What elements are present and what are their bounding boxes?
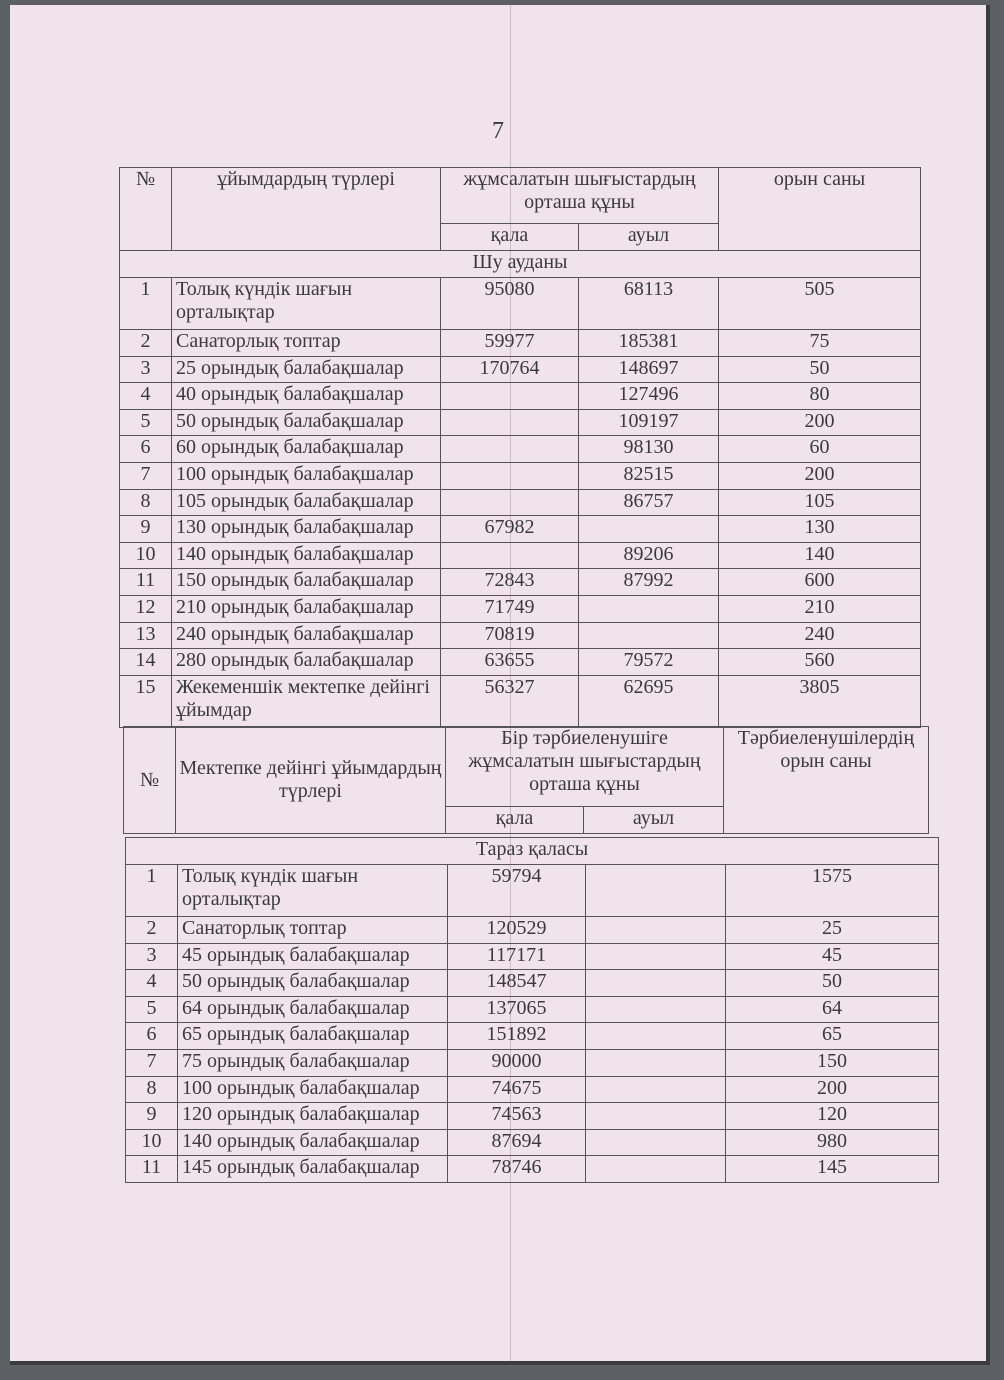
- row-places: 140: [719, 542, 921, 569]
- row-village-cost: 87992: [579, 569, 719, 596]
- row-places: 80: [719, 383, 921, 410]
- row-number: 1: [120, 278, 172, 330]
- header-places: орын саны: [719, 168, 921, 251]
- row-number: 9: [126, 1103, 178, 1130]
- row-village-cost: 82515: [579, 462, 719, 489]
- row-places: 560: [719, 649, 921, 676]
- row-places: 200: [726, 1076, 939, 1103]
- row-org-type: Санаторлық топтар: [172, 330, 441, 357]
- table-row: [120, 356, 921, 383]
- row-org-type: 130 орындық балабақшалар: [172, 516, 441, 543]
- row-city-cost: 137065: [448, 996, 586, 1023]
- row-village-cost: 89206: [579, 542, 719, 569]
- row-city-cost: 90000: [448, 1049, 586, 1076]
- row-city-cost: 71749: [441, 595, 579, 622]
- row-city-cost: [441, 436, 579, 463]
- row-number: 4: [126, 970, 178, 997]
- header-city: қала: [441, 224, 579, 251]
- row-city-cost: 63655: [441, 649, 579, 676]
- row-village-cost: [586, 970, 726, 997]
- row-org-type: 100 орындық балабақшалар: [178, 1076, 448, 1103]
- row-number: 6: [120, 436, 172, 463]
- row-places: 45: [726, 943, 939, 970]
- row-org-type: Толық күндік шағын орталықтар: [172, 278, 441, 330]
- row-village-cost: 68113: [579, 278, 719, 330]
- row-places: 200: [719, 462, 921, 489]
- row-places: 65: [726, 1023, 939, 1050]
- row-number: 4: [120, 383, 172, 410]
- row-number: 2: [120, 330, 172, 357]
- row-number: 1: [126, 865, 178, 917]
- row-village-cost: [586, 996, 726, 1023]
- row-city-cost: 148547: [448, 970, 586, 997]
- taraz-city-table: [125, 837, 939, 1183]
- header-avg-cost: Бір тәрбиеленушіге жұмсалатын шығыстардың орташа құны: [446, 727, 724, 807]
- row-org-type: 50 орындық балабақшалар: [172, 409, 441, 436]
- header-org-type: ұйымдардың түрлері: [172, 168, 441, 251]
- row-org-type: 75 орындық балабақшалар: [178, 1049, 448, 1076]
- row-village-cost: 98130: [579, 436, 719, 463]
- row-org-type: 150 орындық балабақшалар: [172, 569, 441, 596]
- table-row: [120, 649, 921, 676]
- row-village-cost: 185381: [579, 330, 719, 357]
- row-places: 50: [719, 356, 921, 383]
- row-places: 505: [719, 278, 921, 330]
- row-org-type: 45 орындық балабақшалар: [178, 943, 448, 970]
- shu-district-table: [119, 167, 921, 728]
- row-city-cost: 87694: [448, 1129, 586, 1156]
- table-row: [120, 436, 921, 463]
- table-row: [126, 1023, 939, 1050]
- row-places: 75: [719, 330, 921, 357]
- row-village-cost: 148697: [579, 356, 719, 383]
- section-title: Шу ауданы: [120, 251, 921, 278]
- row-village-cost: [586, 865, 726, 917]
- row-number: 15: [120, 675, 172, 727]
- row-city-cost: 117171: [448, 943, 586, 970]
- table-body: [126, 865, 939, 1183]
- row-places: 150: [726, 1049, 939, 1076]
- table-row: [120, 489, 921, 516]
- row-village-cost: [586, 1076, 726, 1103]
- row-org-type: 105 орындық балабақшалар: [172, 489, 441, 516]
- row-village-cost: 79572: [579, 649, 719, 676]
- row-village-cost: [579, 595, 719, 622]
- row-village-cost: [586, 917, 726, 944]
- row-org-type: 65 орындық балабақшалар: [178, 1023, 448, 1050]
- row-org-type: 25 орындық балабақшалар: [172, 356, 441, 383]
- row-number: 5: [126, 996, 178, 1023]
- header-num: №: [124, 727, 176, 834]
- row-places: 60: [719, 436, 921, 463]
- row-number: 8: [126, 1076, 178, 1103]
- row-places: 240: [719, 622, 921, 649]
- row-city-cost: 59794: [448, 865, 586, 917]
- row-city-cost: [441, 383, 579, 410]
- header-village: ауыл: [579, 224, 719, 251]
- row-city-cost: 151892: [448, 1023, 586, 1050]
- table-row: [120, 516, 921, 543]
- row-city-cost: 120529: [448, 917, 586, 944]
- row-city-cost: 67982: [441, 516, 579, 543]
- row-village-cost: [586, 1129, 726, 1156]
- row-number: 7: [126, 1049, 178, 1076]
- row-city-cost: 95080: [441, 278, 579, 330]
- row-number: 7: [120, 462, 172, 489]
- table-row: [126, 943, 939, 970]
- row-number: 11: [120, 569, 172, 596]
- row-places: 200: [719, 409, 921, 436]
- header-num: №: [120, 168, 172, 251]
- row-number: 12: [120, 595, 172, 622]
- row-number: 3: [126, 943, 178, 970]
- row-village-cost: [579, 622, 719, 649]
- row-city-cost: 59977: [441, 330, 579, 357]
- row-city-cost: 74675: [448, 1076, 586, 1103]
- row-number: 9: [120, 516, 172, 543]
- section-title: Тараз қаласы: [126, 838, 939, 865]
- row-org-type: 210 орындық балабақшалар: [172, 595, 441, 622]
- table-row: [120, 383, 921, 410]
- row-org-type: 50 орындық балабақшалар: [178, 970, 448, 997]
- row-number: 2: [126, 917, 178, 944]
- row-org-type: Санаторлық топтар: [178, 917, 448, 944]
- row-city-cost: 72843: [441, 569, 579, 596]
- row-places: 1575: [726, 865, 939, 917]
- table-row: [126, 865, 939, 917]
- row-org-type: Жекеменшік мектепке дейінгі ұйымдар: [172, 675, 441, 727]
- header-org-type: Мектепке дейінгі ұйымдардың түрлері: [176, 727, 446, 834]
- row-city-cost: 74563: [448, 1103, 586, 1130]
- row-city-cost: [441, 489, 579, 516]
- table-row: [126, 970, 939, 997]
- row-org-type: 64 орындық балабақшалар: [178, 996, 448, 1023]
- row-number: 5: [120, 409, 172, 436]
- row-org-type: 40 орындық балабақшалар: [172, 383, 441, 410]
- row-village-cost: [586, 1103, 726, 1130]
- row-places: 210: [719, 595, 921, 622]
- header-village: ауыл: [584, 807, 724, 834]
- table-row: [120, 409, 921, 436]
- row-places: 25: [726, 917, 939, 944]
- table-row: [126, 1076, 939, 1103]
- header-city: қала: [446, 807, 584, 834]
- row-places: 600: [719, 569, 921, 596]
- row-org-type: 240 орындық балабақшалар: [172, 622, 441, 649]
- row-number: 8: [120, 489, 172, 516]
- row-village-cost: [586, 1049, 726, 1076]
- row-village-cost: [586, 943, 726, 970]
- row-village-cost: 62695: [579, 675, 719, 727]
- row-number: 14: [120, 649, 172, 676]
- row-places: 50: [726, 970, 939, 997]
- page-number: 7: [492, 118, 504, 144]
- table-row: [120, 622, 921, 649]
- row-city-cost: [441, 542, 579, 569]
- header-places: Тәрбиеленушілердің орын саны: [724, 727, 929, 834]
- row-number: 10: [120, 542, 172, 569]
- row-city-cost: [441, 409, 579, 436]
- row-places: 980: [726, 1129, 939, 1156]
- table-row: [120, 595, 921, 622]
- row-city-cost: 56327: [441, 675, 579, 727]
- row-places: 64: [726, 996, 939, 1023]
- row-city-cost: 70819: [441, 622, 579, 649]
- table-row: [120, 542, 921, 569]
- row-org-type: 140 орындық балабақшалар: [178, 1129, 448, 1156]
- row-number: 3: [120, 356, 172, 383]
- row-number: 6: [126, 1023, 178, 1050]
- row-city-cost: 78746: [448, 1156, 586, 1183]
- row-org-type: 100 орындық балабақшалар: [172, 462, 441, 489]
- table-row: [120, 462, 921, 489]
- table-row: [126, 1156, 939, 1183]
- table-row: [126, 996, 939, 1023]
- table-row: [120, 330, 921, 357]
- row-places: 105: [719, 489, 921, 516]
- row-places: 120: [726, 1103, 939, 1130]
- row-org-type: Толық күндік шағын орталықтар: [178, 865, 448, 917]
- row-village-cost: [579, 516, 719, 543]
- row-village-cost: 127496: [579, 383, 719, 410]
- table-row: [120, 569, 921, 596]
- row-city-cost: 170764: [441, 356, 579, 383]
- table-row: [120, 675, 921, 727]
- row-number: 10: [126, 1129, 178, 1156]
- row-number: 11: [126, 1156, 178, 1183]
- table-row: [126, 1049, 939, 1076]
- table-row: [126, 1103, 939, 1130]
- row-number: 13: [120, 622, 172, 649]
- row-org-type: 145 орындық балабақшалар: [178, 1156, 448, 1183]
- row-city-cost: [441, 462, 579, 489]
- document-page: [10, 5, 990, 1365]
- row-org-type: 280 орындық балабақшалар: [172, 649, 441, 676]
- table-row: [126, 917, 939, 944]
- row-org-type: 120 орындық балабақшалар: [178, 1103, 448, 1130]
- row-places: 145: [726, 1156, 939, 1183]
- row-places: 130: [719, 516, 921, 543]
- row-village-cost: [586, 1023, 726, 1050]
- row-village-cost: 86757: [579, 489, 719, 516]
- preschool-header-table: [123, 726, 929, 834]
- row-places: 3805: [719, 675, 921, 727]
- table-row: [120, 278, 921, 330]
- table-row: [126, 1129, 939, 1156]
- row-org-type: 140 орындық балабақшалар: [172, 542, 441, 569]
- row-village-cost: [586, 1156, 726, 1183]
- header-avg-cost: жұмсалатын шығыстардың орташа құны: [441, 168, 719, 224]
- table-body: [120, 278, 921, 728]
- row-village-cost: 109197: [579, 409, 719, 436]
- row-org-type: 60 орындық балабақшалар: [172, 436, 441, 463]
